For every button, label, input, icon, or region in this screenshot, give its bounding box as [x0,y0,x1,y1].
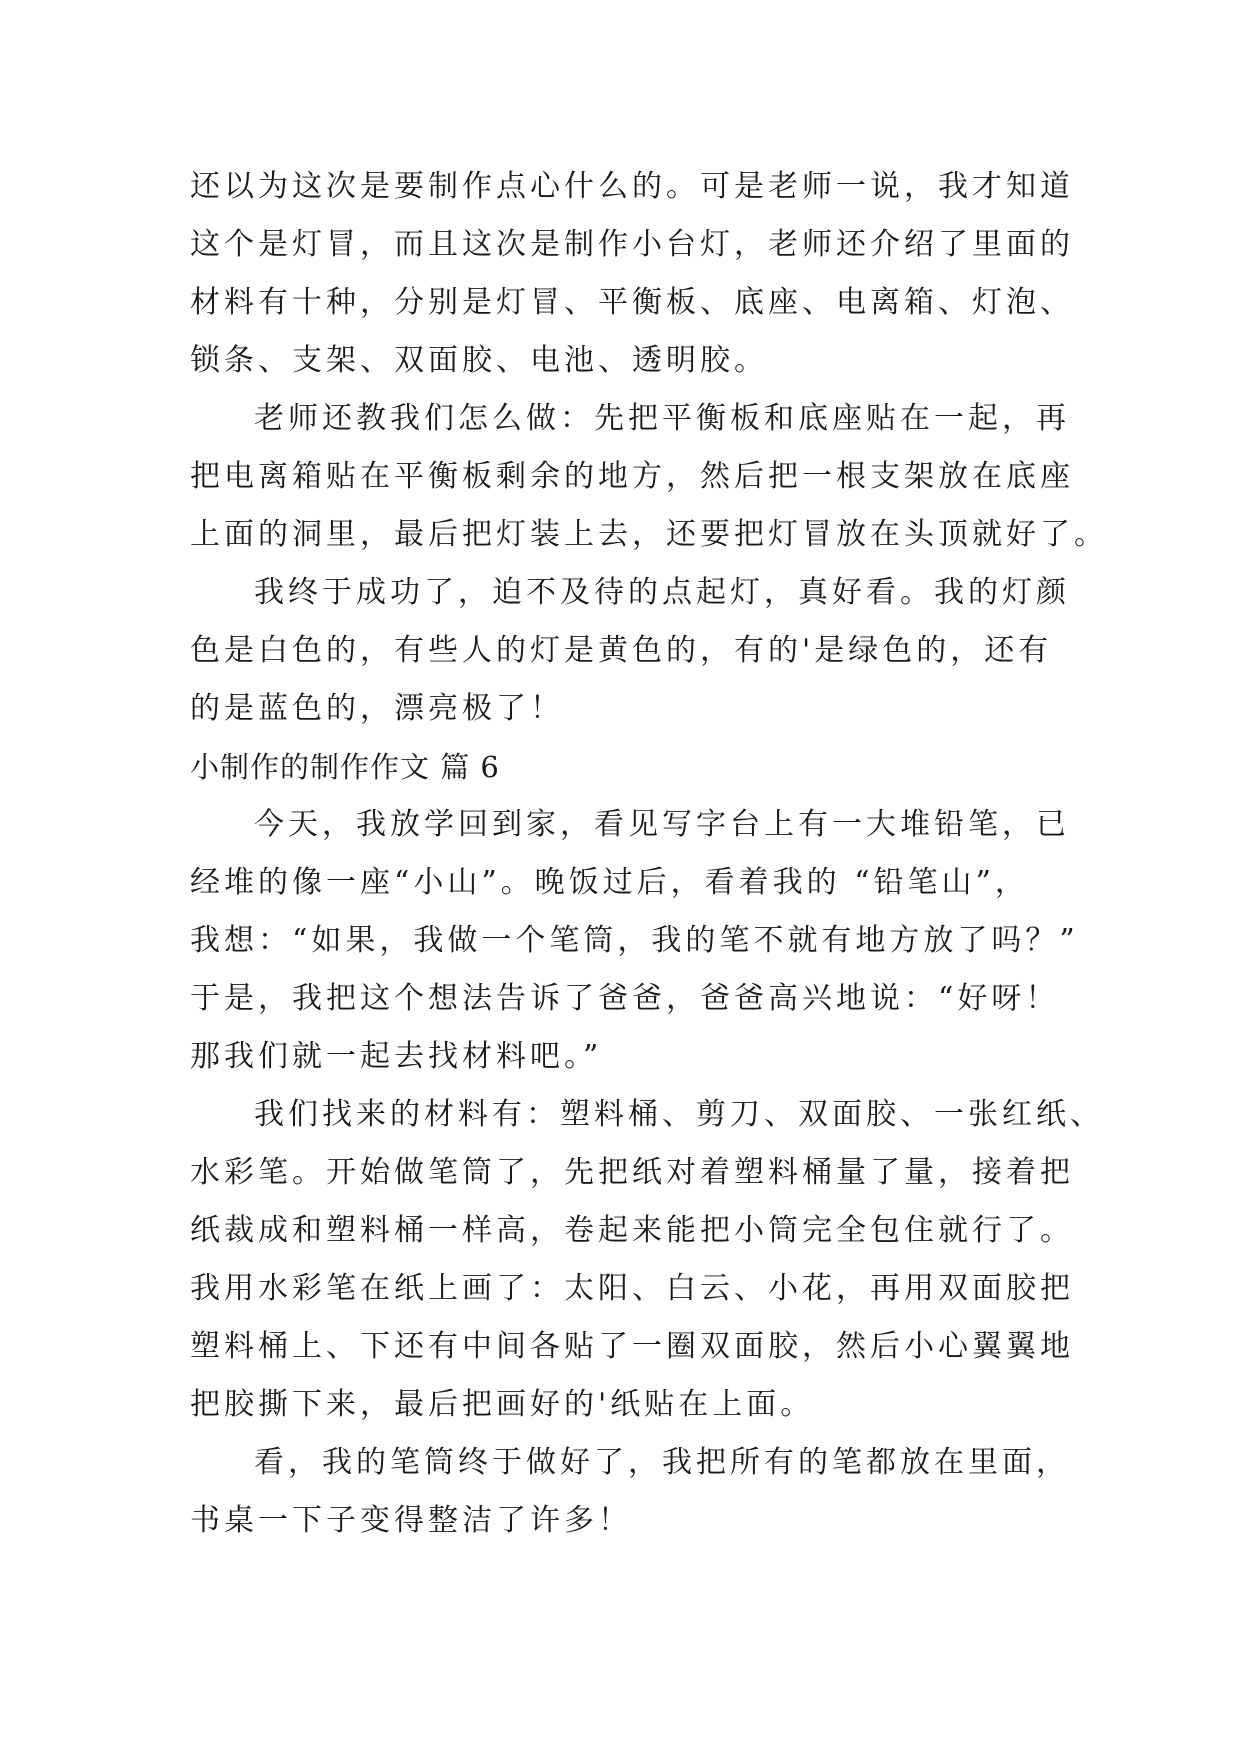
body-line: 我用水彩笔在纸上画了：太阳、白云、小花，再用双面胶把 [190,1271,1074,1306]
body-line: 今天，我放学回到家，看见写字台上有一大堆铅笔，已 [254,807,1070,842]
body-line: 于是，我把这个想法告诉了爸爸，爸爸高兴地说：“好呀！ [190,981,1060,1016]
body-line: 纸裁成和塑料桶一样高，卷起来能把小筒完全包住就行了。 [190,1213,1074,1248]
body-line: 书桌一下子变得整洁了许多！ [190,1503,632,1538]
body-line: 水彩笔。开始做笔筒了，先把纸对着塑料桶量了量，接着把 [190,1155,1074,1190]
body-line: 锁条、支架、双面胶、电池、透明胶。 [190,343,768,378]
body-line: 看，我的笔筒终于做好了，我把所有的笔都放在里面， [254,1445,1070,1480]
body-line: 老师还教我们怎么做：先把平衡板和底座贴在一起，再 [254,401,1070,436]
body-line: 把电离箱贴在平衡板剩余的地方，然后把一根支架放在底座 [190,459,1074,494]
body-line: 我们找来的材料有：塑料桶、剪刀、双面胶、一张红纸、 [254,1097,1104,1132]
body-line: 我终于成功了，迫不及待的点起灯，真好看。我的灯颜 [254,575,1070,610]
body-line: 那我们就一起去找材料吧。” [190,1039,603,1074]
body-line: 的是蓝色的，漂亮极了！ [190,691,564,726]
document-body [190,158,1108,1550]
body-line: 材料有十种，分别是灯冒、平衡板、底座、电离箱、灯泡、 [190,285,1074,320]
body-line: 色是白色的，有些人的灯是黄色的，有的'是绿色的，还有 [190,633,1053,668]
body-line: 这个是灯冒，而且这次是制作小台灯，老师还介绍了里面的 [190,227,1074,262]
body-line: 塑料桶上、下还有中间各贴了一圈双面胶，然后小心翼翼地 [190,1329,1074,1364]
body-line: 我想：“如果，我做一个笔筒，我的笔不就有地方放了吗？” [190,923,1079,958]
section-heading: 小制作的制作作文 篇 6 [190,750,500,784]
body-line: 把胶撕下来，最后把画好的'纸贴在上面。 [190,1387,815,1422]
body-line: 还以为这次是要制作点心什么的。可是老师一说，我才知道 [190,169,1074,204]
body-line: 经堆的像一座“小山”。晚饭过后，看着我的 “铅笔山”， [190,865,1029,900]
body-line: 上面的洞里，最后把灯装上去，还要把灯冒放在头顶就好了。 [190,517,1108,552]
